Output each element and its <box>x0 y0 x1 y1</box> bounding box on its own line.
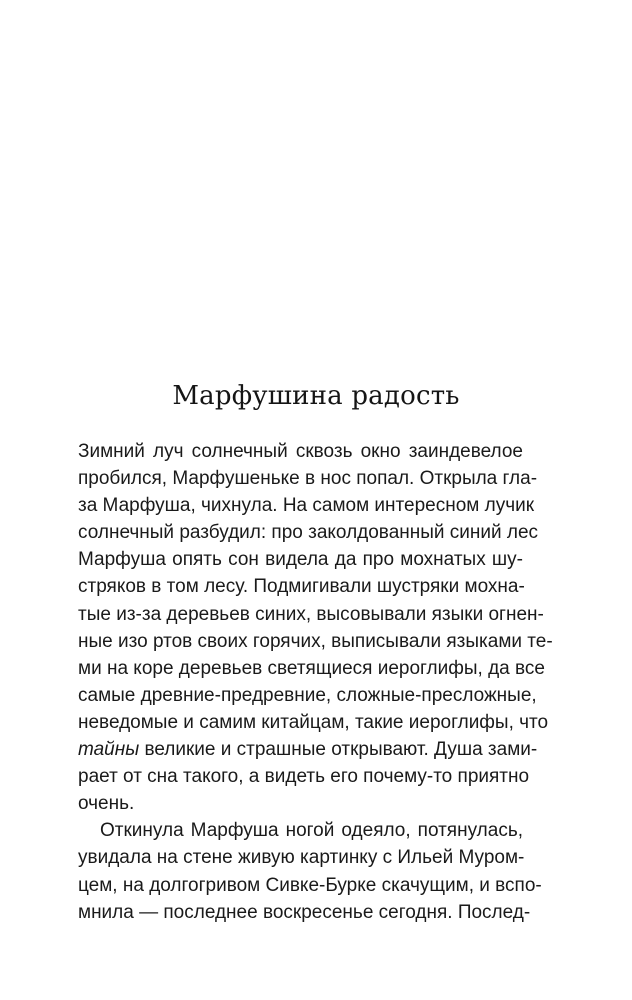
text-line: тые из-за деревьев синих, высовывали языки огнен- <box>78 603 544 625</box>
text-line: мнила — последнее воскресенье сегодня. Послед- <box>78 901 531 923</box>
italic-word: тайны <box>78 739 140 761</box>
text-line: неведомые и самим китайцам, такие иероглифы, что <box>78 711 549 733</box>
text-line: пробился, Марфушеньке в нос попал. Открыла гла- <box>78 468 538 490</box>
text-line: Откинула Марфуша ногой одеяло, потянулась, <box>100 820 523 842</box>
text-line: цем, на долгогривом Сивке-Бурке скачущим, и вспо- <box>78 874 542 896</box>
text-line: очень. <box>78 793 135 815</box>
text-line: самые древние-предревние, сложные-пресложные, <box>78 684 537 706</box>
paragraph-2 <box>78 817 542 925</box>
text-line: рает от сна такого, а видеть его почему-то приятно <box>78 766 530 788</box>
text-line: Марфуша опять сон видела да про мохнатых шу- <box>78 549 523 571</box>
text-line-rest: великие и страшные открывают. Душа зами- <box>144 739 538 761</box>
chapter-title: Марфушина радость <box>172 381 460 411</box>
text-line: Зимний луч солнечный сквозь окно заиндевелое <box>78 441 523 462</box>
text-line: увидала на стене живую картинку с Ильей Муром- <box>78 847 525 869</box>
paragraph-1 <box>78 438 553 817</box>
text-line: ные изо ртов своих горячих, выписывали языками те- <box>78 630 553 652</box>
text-line <box>78 736 538 763</box>
body-text <box>78 438 553 926</box>
text-line: за Марфуша, чихнула. На самом интересном лучик <box>78 495 535 517</box>
text-line: ми на коре деревьев светящиеся иероглифы, да все <box>78 657 545 679</box>
text-line: солнечный разбудил: про заколдованный синий лес <box>78 522 539 544</box>
text-line: стряков в том лесу. Подмигивали шустряки мохна- <box>78 576 525 598</box>
